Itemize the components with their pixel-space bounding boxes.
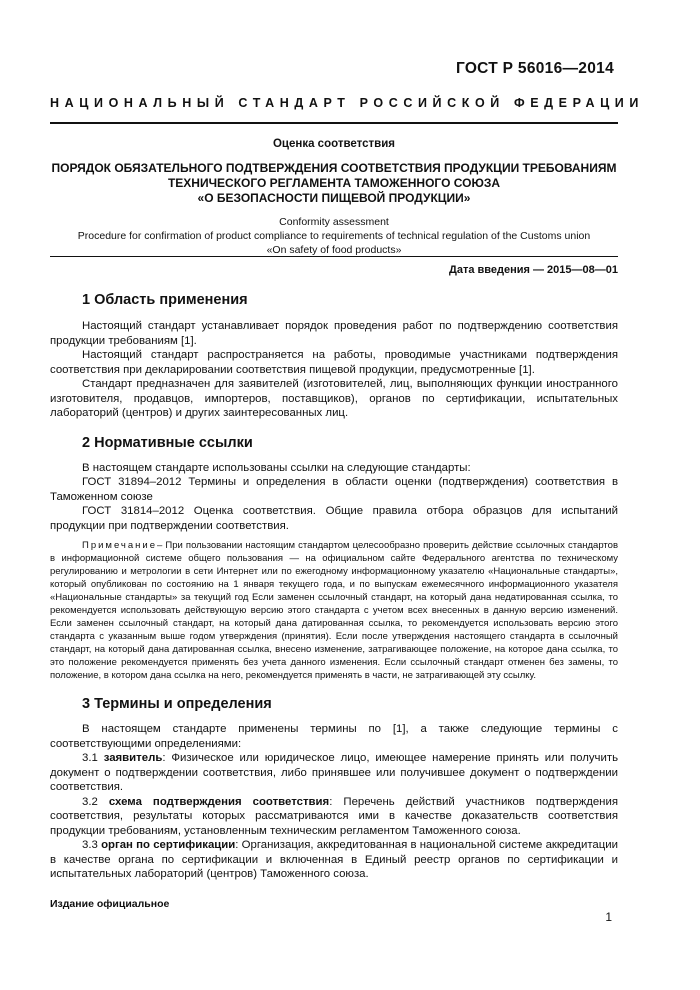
page-number: 1 xyxy=(605,910,612,924)
section-2-body xyxy=(50,461,618,683)
term-name: заявитель xyxy=(103,752,163,764)
document-title-line: ПОРЯДОК ОБЯЗАТЕЛЬНОГО ПОДТВЕРЖДЕНИЯ СООТВЕТСТВИЯ ПРОДУКЦИИ ТРЕБОВАНИЯМ xyxy=(51,161,617,175)
paragraph: В настоящем стандарте применены термины по [1], а также следующие термины с соответствующими определениями: xyxy=(50,723,618,750)
document-body xyxy=(50,290,618,882)
term-text: : Физическое или юридическое лицо, имеющее намерение принять или получить документ о подтверждении соответствия, либо принявшее или получившее документ о подтверждении соответствия. xyxy=(50,752,619,793)
section-heading: 3 Термины и определения xyxy=(82,696,272,712)
title-category: Оценка соответствия xyxy=(272,138,395,150)
term-number: 3.3 xyxy=(82,839,102,851)
term-number: 3.2 xyxy=(82,795,109,808)
section-heading: 2 Нормативные ссылки xyxy=(82,434,253,451)
title-block xyxy=(50,138,618,257)
term-definition xyxy=(50,751,618,795)
introduction-date: Дата введения — 2015—08—01 xyxy=(449,264,618,276)
paragraph: Настоящий стандарт распространяется на работы, проводимые участниками подтверждения соответствия при декларировании соответствия пищевой продукции, предусмотренные [1]. xyxy=(50,349,618,376)
term-definition xyxy=(50,838,618,882)
title-english-line: Conformity assessment xyxy=(279,216,389,228)
note-paragraph xyxy=(50,539,618,682)
section-1-body xyxy=(50,319,618,421)
term-text: : Организация, аккредитованная в национальной системе аккредитации в качестве органа по сертификации и включенная в Единый реестр органов по сертификации и испытательных лабораторий (центров) Таможенного союза. xyxy=(50,839,618,880)
term-name: орган по сертификации xyxy=(101,839,236,851)
term-text: : Перечень действий участников подтверждения соответствия, результаты которых рассматриваются ими в качестве доказательств соответствия продукции требованиям, установленным техническим регламентом Таможенного союза. xyxy=(50,795,618,837)
document-title xyxy=(50,161,618,206)
document-title-line: «О БЕЗОПАСНОСТИ ПИЩЕВОЙ ПРОДУКЦИИ» xyxy=(197,191,471,205)
title-english xyxy=(50,215,618,257)
document-title-line: ТЕХНИЧЕСКОГО РЕГЛАМЕНТА ТАМОЖЕННОГО СОЮЗА xyxy=(167,176,501,190)
edition-label: Издание официальное xyxy=(50,898,170,910)
note-text: – При пользовании настоящим стандартом целесообразно проверить действие ссылочных стандартов в информационной системе общего пользования — на официальном сайте Федерального агентства по техническому регулированию и метрологии в сети Интернет или по ежегодному информационному указателю «Национальные стандарты», который опубликован по состоянию на 1 января текущего года, и по выпускам ежемесячного информационного указателя «Национальные стандарты» за текущий год Если заменен ссылочный стандарт, на который дана недатированная ссылка, то рекомендуется использовать действующую версию этого стандарта с учетом всех внесенных в данную версию изменений. Если заменен ссылочный стандарт, на который дана датированная ссылка, то рекомендуется использовать версию этого стандарта с указанным выше годом утверждения (принятия). Если после утверждения настоящего стандарта в ссылочный стандарт, на который дана датированная ссылка, внесено изменение, затрагивающее положение, на которое дана ссылка, то это положение рекомендуется применять без учета данного изменения. Если ссылочный стандарт отменен без замены, то положение, в котором дана ссылка на него, рекомендуется применять в части, не затрагивающей эту ссылку. xyxy=(50,540,618,681)
paragraph: В настоящем стандарте использованы ссылки на следующие стандарты: xyxy=(82,461,471,474)
term-definition xyxy=(50,795,618,839)
title-english-line: Procedure for confirmation of product compliance to requirements of technical regulation of the Customs union xyxy=(77,230,591,242)
title-rule xyxy=(50,256,618,257)
section-heading: 1 Область применения xyxy=(82,292,248,308)
standard-code: ГОСТ Р 56016—2014 xyxy=(455,60,614,77)
paragraph: ГОСТ 31894–2012 Термины и определения в области оценки (подтверждения) соответствия в Таможенном союзе xyxy=(50,476,618,503)
title-english-line: «On safety of food products» xyxy=(266,244,402,256)
paragraph: Стандарт предназначен для заявителей (изготовителей, лиц, выполняющих функции иностранного изготовителя, продавцов, импортеров, поставщиков), органов по сертификации, испытательных лабораторий (центров) и других заинтересованных лиц. xyxy=(50,378,618,419)
header-rule xyxy=(50,122,618,124)
paragraph: Настоящий стандарт устанавливает порядок проведения работ по подтверждению соответствия продукции требованиям [1]. xyxy=(50,320,618,347)
national-standard-banner: НАЦИОНАЛЬНЫЙ СТАНДАРТ РОССИЙСКОЙ ФЕДЕРАЦИИ xyxy=(50,96,644,110)
paragraph: ГОСТ 31814–2012 Оценка соответствия. Общие правила отбора образцов для испытаний продукции при подтверждении соответствия. xyxy=(50,505,618,532)
note-label: Примечание xyxy=(82,540,157,551)
term-number: 3.1 xyxy=(82,752,104,764)
section-3-body xyxy=(50,722,618,882)
term-name: схема подтверждения соответствия xyxy=(108,795,330,808)
